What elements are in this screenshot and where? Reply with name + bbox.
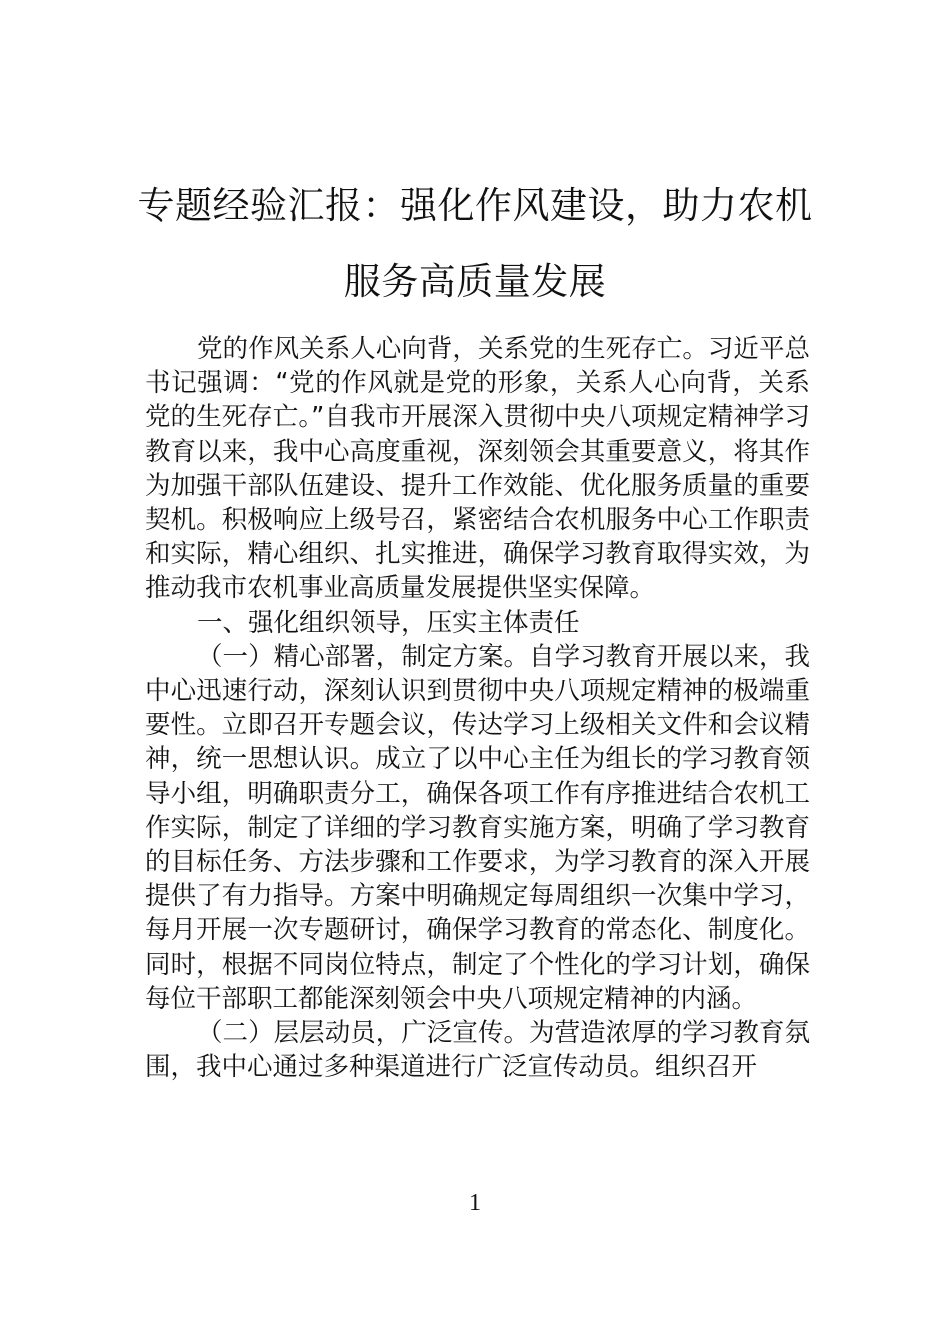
page-number: 1 — [469, 1190, 481, 1216]
title-line-2: 服务高质量发展 — [343, 260, 607, 303]
section-heading: 一、强化组织领导，压实主体责任 — [197, 607, 580, 638]
title-line-1: 专题经验汇报：强化作风建设，助力农机 — [137, 184, 813, 227]
paragraph-subsection-1: （一）精心部署，制定方案。自学习教育开展以来，我中心迅速行动，深刻认识到贯彻中央八项规定精神的极端重要性。立即召开专题会议，传达学习上级相关文件和会议精神，统一思想认识。成立了以中心主任为组长的学习教育领导小组，明确职责分工，确保各项工作有序推进结合农机工作实际，制定了详细的学习教育实施方案，明确了学习教育的目标任务、方法步骤和工作要求，为学习教育的深入开展提供了有力指导。方案中明确规定每周组织一次集中学习，每月开展一次专题研讨，确保学习教育的常态化、制度化。同时，根据不同岗位特点，制定了个性化的学习计划，确保每位干部职工都能深刻领会中央八项规定精神的内涵。 — [145, 641, 810, 1014]
paragraph-intro: 党的作风关系人心向背，关系党的生死存亡。习近平总书记强调：“党的作风就是党的形象，关系人心向背，关系党的生死存亡。”自我市开展深入贯彻中央八项规定精神学习教育以来，我中心高度重视，深刻领会其重要意义，将其作为加强干部队伍建设、提升工作效能、优化服务质量的重要契机。积极响应上级号召，紧密结合农机服务中心工作职责和实际，精心组织、扎实推进，确保学习教育取得实效，为推动我市农机事业高质量发展提供坚实保障。 — [145, 334, 810, 604]
document-title — [120, 168, 830, 320]
paragraph-subsection-2: （二）层层动员，广泛宣传。为营造浓厚的学习教育氛围，我中心通过多种渠道进行广泛宣传动员。组织召开 — [145, 1018, 810, 1083]
document-body — [145, 332, 810, 1084]
